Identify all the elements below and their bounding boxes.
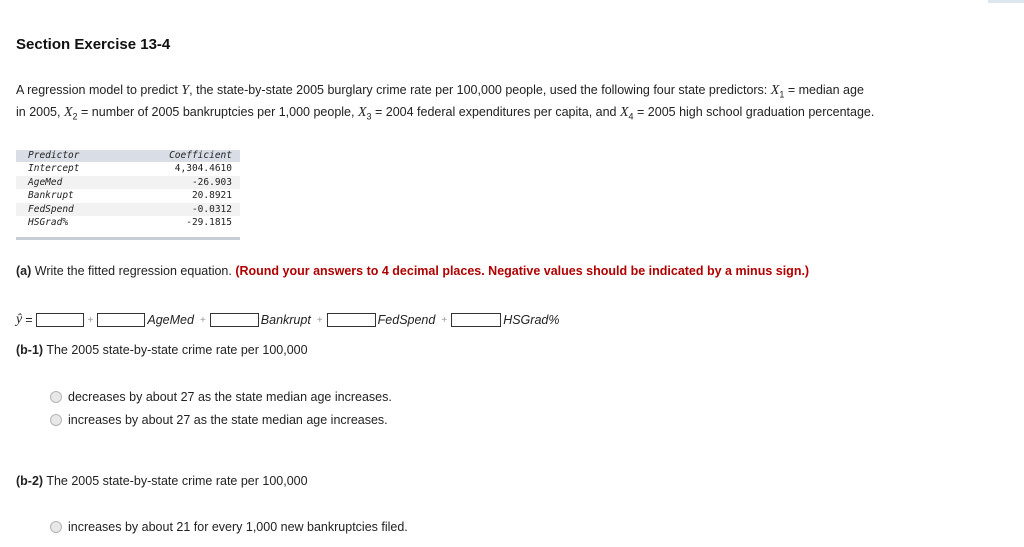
table-header-row (16, 150, 240, 162)
coefficient-cell: -29.1815 (120, 216, 240, 230)
x4-subscript: 4 (628, 111, 634, 121)
table-row (16, 176, 240, 190)
plus-sign: + (87, 314, 94, 326)
table-row (16, 216, 240, 230)
b1-option-decreases[interactable] (50, 390, 392, 404)
option-label: decreases by about 27 as the state median age increases. (68, 390, 392, 404)
problem-statement (16, 82, 876, 125)
coefficient-cell: -0.0312 (120, 203, 240, 217)
b2-option-increases[interactable] (50, 520, 408, 534)
fedspend-coef-input[interactable] (327, 313, 376, 327)
option-label: increases by about 27 as the state median age increases. (68, 413, 388, 427)
plus-sign: + (199, 314, 206, 326)
regression-table (16, 150, 240, 230)
hsgrad-coef-input[interactable] (451, 313, 501, 327)
predictor-header: Predictor (16, 150, 120, 162)
agemed-coef-input[interactable] (97, 313, 145, 327)
radio-button[interactable] (50, 414, 62, 426)
x3-subscript: 3 (366, 111, 372, 121)
intro-text-3: = median age in 2005, (16, 83, 864, 119)
x1-variable: X (770, 83, 780, 98)
page-title: Section Exercise 13-4 (16, 36, 171, 53)
table-row (16, 162, 240, 176)
bankrupt-coef-input[interactable] (210, 313, 259, 327)
x3-variable: X (357, 104, 367, 120)
intro-text-6: = 2005 high school graduation percentage. (633, 104, 875, 119)
part-b2-text: The 2005 state-by-state crime rate per 100,000 (43, 474, 308, 488)
predictor-cell: HSGrad% (16, 216, 120, 230)
plus-sign: + (441, 314, 448, 326)
part-b1-text: The 2005 state-by-state crime rate per 100,000 (43, 343, 308, 357)
coefficient-cell: 20.8921 (120, 189, 240, 203)
equals-sign: = (25, 313, 33, 327)
part-b2-question (16, 474, 308, 488)
plus-sign: + (316, 314, 323, 326)
b1-option-increases[interactable] (50, 413, 388, 427)
part-b1-question (16, 343, 308, 357)
part-b2-label: (b-2) (16, 474, 44, 488)
x2-variable: X (63, 104, 73, 120)
y-hat-symbol: ŷ (16, 312, 23, 327)
part-b1-label: (b-1) (16, 343, 44, 357)
y-variable: Y (181, 83, 190, 98)
top-accent-bar (988, 0, 1024, 3)
intro-text-5: = 2004 federal expenditures per capita, and (371, 104, 620, 119)
var-agemed: AgeMed (147, 313, 194, 327)
predictor-cell: FedSpend (16, 203, 120, 217)
coefficient-header: Coefficient (120, 150, 240, 162)
part-a-instruction: (Round your answers to 4 decimal places. Negative values should be indicated by a minus sign.) (235, 264, 810, 278)
intercept-input[interactable] (36, 313, 84, 327)
intro-text-2: , the state-by-state 2005 burglary crime rate per 100,000 people, used the following four state predictors: (189, 83, 771, 97)
predictor-cell: Intercept (16, 162, 120, 176)
intro-text-4: = number of 2005 bankruptcies per 1,000 people, (77, 104, 358, 119)
predictor-cell: AgeMed (16, 176, 120, 190)
part-a-text: Write the fitted regression equation. (31, 264, 236, 278)
x1-subscript: 1 (779, 89, 785, 100)
var-hsgrad: HSGrad% (503, 313, 560, 327)
table-bottom-border (16, 237, 240, 240)
part-a-question (16, 263, 856, 280)
var-bankrupt: Bankrupt (260, 313, 311, 327)
option-label: increases by about 21 for every 1,000 new bankruptcies filed. (68, 520, 408, 534)
coefficient-cell: -26.903 (120, 176, 240, 190)
predictor-cell: Bankrupt (16, 189, 120, 203)
radio-button[interactable] (50, 521, 62, 533)
radio-button[interactable] (50, 391, 62, 403)
intro-text-1: A regression model to predict (16, 83, 182, 97)
regression-equation (16, 311, 561, 329)
table-row (16, 203, 240, 217)
coefficient-cell: 4,304.4610 (120, 162, 240, 176)
var-fedspend: FedSpend (377, 313, 436, 327)
x2-subscript: 2 (72, 111, 78, 121)
table-row (16, 189, 240, 203)
x4-variable: X (619, 104, 629, 120)
part-a-label: (a) (16, 264, 32, 278)
